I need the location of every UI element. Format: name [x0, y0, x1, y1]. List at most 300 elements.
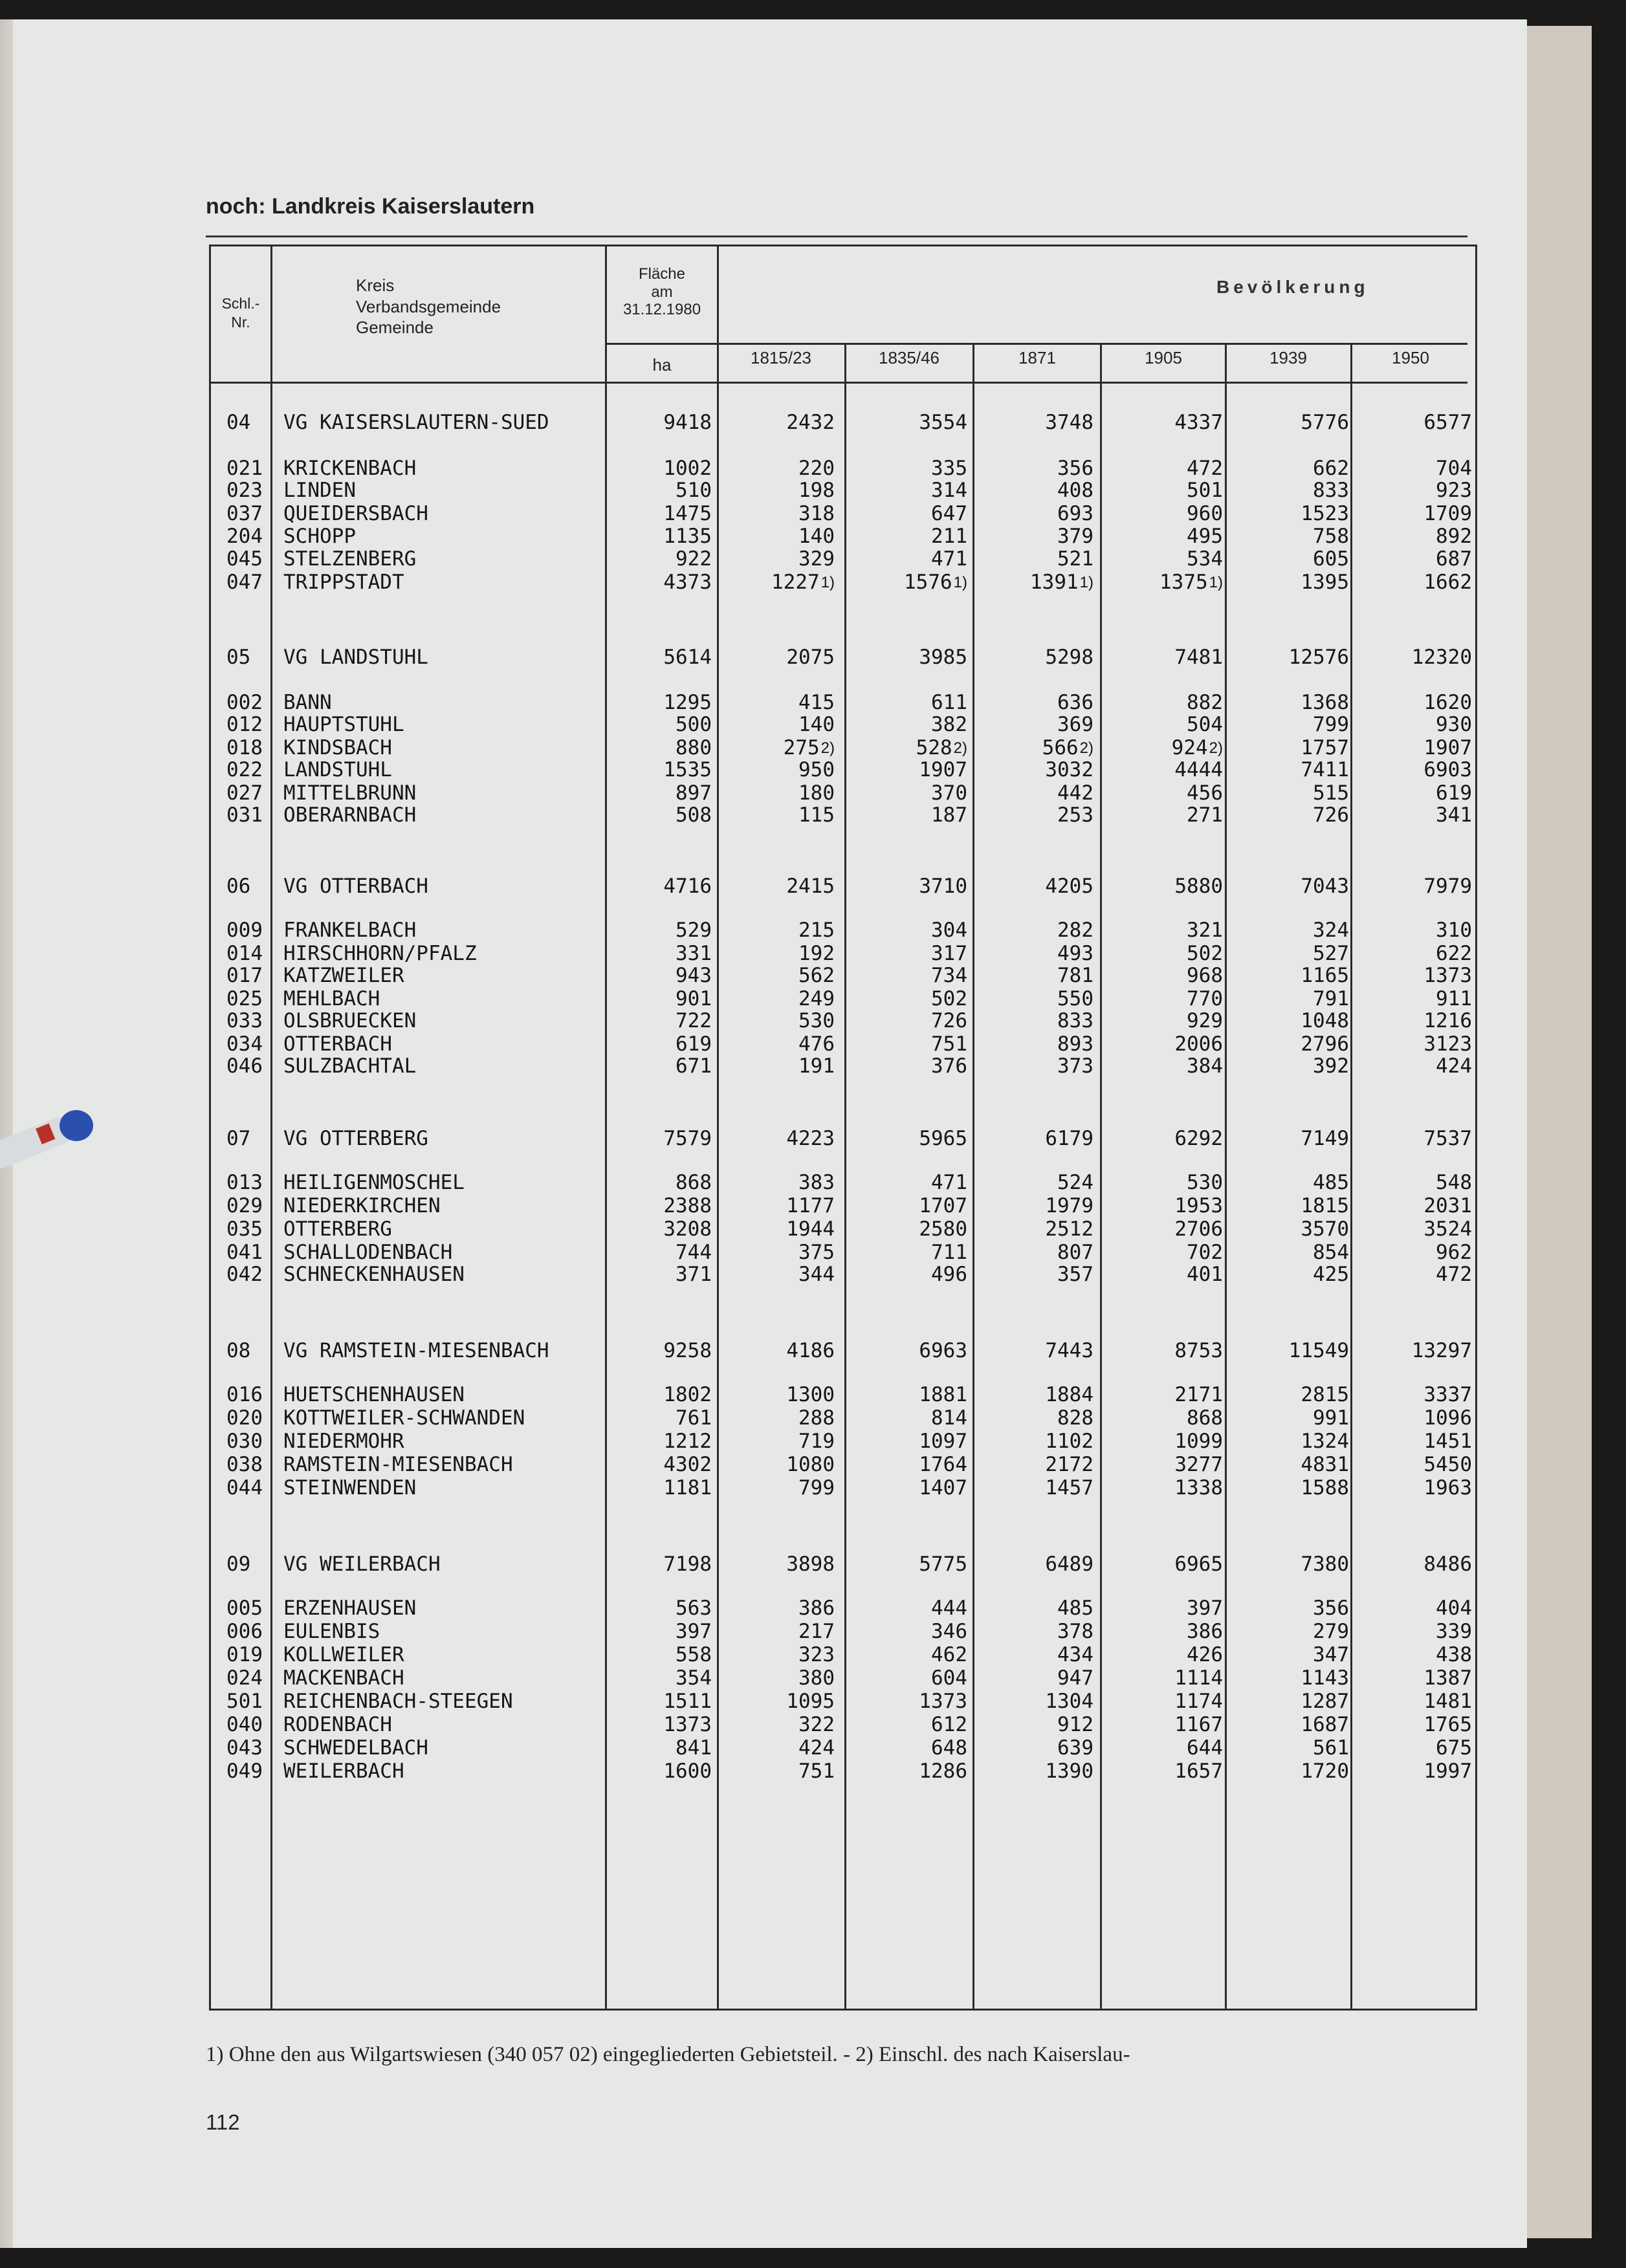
value-cell: 1979: [1045, 1194, 1093, 1217]
value-cell: 734: [931, 964, 967, 987]
value-cell: 496: [931, 1263, 967, 1286]
value-cell: 331: [676, 942, 712, 965]
value-cell: 604: [931, 1666, 967, 1690]
value-cell: 1802: [663, 1383, 712, 1406]
name-cell: SULZBACHTAL: [283, 1054, 417, 1078]
value-cell: 375: [798, 1241, 835, 1264]
value-cell: 211: [931, 525, 967, 548]
table-row: [0, 457, 1488, 481]
name-cell: SCHNECKENHAUSEN: [283, 1263, 465, 1286]
value-cell: 2006: [1174, 1032, 1223, 1056]
value-cell: 1764: [919, 1453, 967, 1476]
value-cell: 1535: [663, 758, 712, 781]
value-cell: 253: [1057, 803, 1093, 827]
value-cell: 386: [1187, 1620, 1223, 1643]
value-cell: 335: [931, 457, 967, 480]
value-cell: 1174: [1174, 1690, 1223, 1713]
header-divider: [605, 343, 1467, 345]
table-row: [0, 1643, 1488, 1668]
name-cell: VG WEILERBACH: [283, 1553, 441, 1576]
value-cell: 369: [1057, 713, 1093, 736]
value-cell: 7198: [663, 1553, 712, 1576]
name-cell: STELZENBERG: [283, 547, 417, 571]
value-cell: 612: [931, 1713, 967, 1736]
value-cell: 1048: [1301, 1009, 1349, 1032]
value-cell: 5614: [663, 646, 712, 669]
value-cell: 2171: [1174, 1383, 1223, 1406]
value-cell: 318: [798, 502, 835, 525]
value-cell: 761: [676, 1406, 712, 1430]
value-cell: 3748: [1045, 411, 1093, 434]
value-cell: 1523: [1301, 502, 1349, 525]
value-cell: 807: [1057, 1241, 1093, 1264]
value-cell: 1177: [786, 1194, 835, 1217]
value-cell: 2796: [1301, 1032, 1349, 1056]
value-cell: 9418: [663, 411, 712, 434]
value-cell: 1720: [1301, 1760, 1349, 1783]
value-cell: 434: [1057, 1643, 1093, 1666]
value-cell: 515: [1313, 781, 1349, 805]
value-cell: 3898: [786, 1553, 835, 1576]
value-cell: 282: [1057, 919, 1093, 942]
value-cell: 636: [1057, 691, 1093, 714]
footnote-marker: 1): [820, 574, 835, 591]
value-cell: 1687: [1301, 1713, 1349, 1736]
schl-nr-cell: 013: [226, 1171, 263, 1194]
schl-nr-cell: 501: [226, 1690, 263, 1713]
name-cell: OTTERBERG: [283, 1217, 392, 1241]
name-cell: QUEIDERSBACH: [283, 502, 428, 525]
value-cell: 4373: [663, 571, 712, 594]
value-cell: 6577: [1423, 411, 1472, 434]
value-cell: 5450: [1423, 1453, 1472, 1476]
schl-nr-cell: 016: [226, 1383, 263, 1406]
value-cell: 639: [1057, 1736, 1093, 1760]
value-cell: 4831: [1301, 1453, 1349, 1476]
table-row: [0, 736, 1488, 761]
value-cell: 1953: [1174, 1194, 1223, 1217]
value-cell: 11549: [1288, 1339, 1349, 1362]
value-cell: 5298: [1045, 646, 1093, 669]
table-row: [0, 1054, 1488, 1079]
value-cell: 882: [1187, 691, 1223, 714]
value-cell: 424: [798, 1736, 835, 1760]
value-cell: 508: [676, 803, 712, 827]
schl-nr-cell: 034: [226, 1032, 263, 1056]
value-cell: 187: [931, 803, 967, 827]
value-cell: 2031: [1423, 1194, 1472, 1217]
value-cell: 711: [931, 1241, 967, 1264]
value-cell: 527: [1313, 942, 1349, 965]
name-cell: VG OTTERBACH: [283, 875, 428, 898]
value-cell: 279: [1313, 1620, 1349, 1643]
value-cell: 329: [798, 547, 835, 571]
value-cell: 354: [676, 1666, 712, 1690]
value-cell: 619: [1436, 781, 1472, 805]
schl-nr-cell: 041: [226, 1241, 263, 1264]
value-cell: 444: [931, 1597, 967, 1620]
value-cell: 611: [931, 691, 967, 714]
value-cell: 1707: [919, 1194, 967, 1217]
year-header: 1871: [1018, 348, 1056, 367]
year-header: 1950: [1392, 348, 1429, 367]
schl-nr-cell: 025: [226, 987, 263, 1010]
name-cell: LANDSTUHL: [283, 758, 392, 781]
value-cell: 13297: [1411, 1339, 1472, 1362]
value-cell: 12271): [771, 571, 835, 594]
value-cell: 356: [1057, 457, 1093, 480]
table-row: [0, 1713, 1488, 1738]
schl-nr-cell: 043: [226, 1736, 263, 1760]
value-cell: 12320: [1411, 646, 1472, 669]
value-cell: 530: [798, 1009, 835, 1032]
name-cell: KATZWEILER: [283, 964, 404, 987]
value-cell: 6179: [1045, 1127, 1093, 1150]
value-cell: 6292: [1174, 1127, 1223, 1150]
value-cell: 1181: [663, 1476, 712, 1499]
schl-nr-cell: 038: [226, 1453, 263, 1476]
value-cell: 376: [931, 1054, 967, 1078]
value-cell: 1407: [919, 1476, 967, 1499]
value-cell: 356: [1313, 1597, 1349, 1620]
value-cell: 180: [798, 781, 835, 805]
value-cell: 930: [1436, 713, 1472, 736]
schl-nr-cell: 021: [226, 457, 263, 480]
value-cell: 868: [1187, 1406, 1223, 1430]
value-cell: 1815: [1301, 1194, 1349, 1217]
schl-nr-cell: 017: [226, 964, 263, 987]
schl-nr-cell: 045: [226, 547, 263, 571]
value-cell: 814: [931, 1406, 967, 1430]
table-row: [0, 1009, 1488, 1034]
schl-nr-cell: 024: [226, 1666, 263, 1690]
name-cell: RODENBACH: [283, 1713, 392, 1736]
table-row: [0, 525, 1488, 549]
value-cell: 462: [931, 1643, 967, 1666]
value-cell: 605: [1313, 547, 1349, 571]
footnote-marker: 1): [1209, 574, 1223, 591]
footnote: 1) Ohne den aus Wilgartswiesen (340 057 02) eingegliederten Gebietsteil. - 2) Einschl. des nach Kaiserslau-: [206, 2043, 1130, 2066]
value-cell: 947: [1057, 1666, 1093, 1690]
name-cell: KRICKENBACH: [283, 457, 417, 480]
value-cell: 1165: [1301, 964, 1349, 987]
name-cell: ERZENHAUSEN: [283, 1597, 417, 1620]
name-cell: WEILERBACH: [283, 1760, 404, 1783]
name-cell: MITTELBRUNN: [283, 781, 417, 805]
value-cell: 1907: [919, 758, 967, 781]
schl-nr-cell: 047: [226, 571, 263, 594]
value-cell: 8753: [1174, 1339, 1223, 1362]
value-cell: 5776: [1301, 411, 1349, 434]
value-cell: 828: [1057, 1406, 1093, 1430]
schl-nr-cell: 022: [226, 758, 263, 781]
value-cell: 501: [1187, 479, 1223, 502]
footnote-marker: 1): [1079, 574, 1093, 591]
value-cell: 140: [798, 713, 835, 736]
value-cell: 373: [1057, 1054, 1093, 1078]
table-row: [0, 479, 1488, 503]
value-cell: 322: [798, 1713, 835, 1736]
value-cell: 2752): [783, 736, 835, 759]
value-cell: 5965: [919, 1127, 967, 1150]
value-cell: 2388: [663, 1194, 712, 1217]
value-cell: 7380: [1301, 1553, 1349, 1576]
schl-nr-cell: 029: [226, 1194, 263, 1217]
value-cell: 341: [1436, 803, 1472, 827]
footnote-marker: 1): [953, 574, 967, 591]
schl-nr-header: Schl.- Nr.: [221, 295, 260, 331]
value-cell: 4205: [1045, 875, 1093, 898]
value-cell: 371: [676, 1263, 712, 1286]
value-cell: 943: [676, 964, 712, 987]
value-cell: 438: [1436, 1643, 1472, 1666]
value-cell: 323: [798, 1643, 835, 1666]
value-cell: 382: [931, 713, 967, 736]
value-cell: 854: [1313, 1241, 1349, 1264]
value-cell: 140: [798, 525, 835, 548]
value-cell: 5775: [919, 1553, 967, 1576]
schl-nr-cell: 009: [226, 919, 263, 942]
value-cell: 485: [1313, 1171, 1349, 1194]
value-cell: 12576: [1288, 646, 1349, 669]
schl-nr-cell: 031: [226, 803, 263, 827]
value-cell: 4223: [786, 1127, 835, 1150]
value-cell: 401: [1187, 1263, 1223, 1286]
name-cell: EULENBIS: [283, 1620, 380, 1643]
schl-nr-cell: 033: [226, 1009, 263, 1032]
value-cell: 7481: [1174, 646, 1223, 669]
value-cell: 7443: [1045, 1339, 1093, 1362]
schl-nr-cell: 04: [226, 411, 251, 434]
value-cell: 2512: [1045, 1217, 1093, 1241]
value-cell: 456: [1187, 781, 1223, 805]
value-cell: 472: [1187, 457, 1223, 480]
value-cell: 648: [931, 1736, 967, 1760]
table-row: [0, 803, 1488, 828]
value-cell: 415: [798, 691, 835, 714]
value-cell: 476: [798, 1032, 835, 1056]
value-cell: 2815: [1301, 1383, 1349, 1406]
schl-nr-cell: 040: [226, 1713, 263, 1736]
value-cell: 217: [798, 1620, 835, 1643]
value-cell: 923: [1436, 479, 1472, 502]
value-cell: 442: [1057, 781, 1093, 805]
value-cell: 1662: [1423, 571, 1472, 594]
value-cell: 1096: [1423, 1406, 1472, 1430]
value-cell: 647: [931, 502, 967, 525]
value-cell: 380: [798, 1666, 835, 1690]
value-cell: 370: [931, 781, 967, 805]
name-cell: KOTTWEILER-SCHWANDEN: [283, 1406, 525, 1430]
value-cell: 722: [676, 1009, 712, 1032]
table-row: [0, 1597, 1488, 1621]
table-row: [0, 1690, 1488, 1714]
value-cell: 644: [1187, 1736, 1223, 1760]
value-cell: 392: [1313, 1054, 1349, 1078]
value-cell: 2706: [1174, 1217, 1223, 1241]
value-cell: 2432: [786, 411, 835, 434]
schl-nr-cell: 037: [226, 502, 263, 525]
value-cell: 534: [1187, 547, 1223, 571]
table-row: [0, 547, 1488, 572]
value-cell: 524: [1057, 1171, 1093, 1194]
value-cell: 198: [798, 479, 835, 502]
schl-nr-cell: 030: [226, 1430, 263, 1453]
name-cell: TRIPPSTADT: [283, 571, 404, 594]
value-cell: 7537: [1423, 1127, 1472, 1150]
title-rule: [206, 235, 1467, 237]
unit-ha: ha: [652, 355, 672, 375]
value-cell: 726: [931, 1009, 967, 1032]
table-row: [0, 964, 1488, 988]
value-cell: 8486: [1423, 1553, 1472, 1576]
table-row: [0, 1171, 1488, 1195]
flaeche-header: Fläche am 31.12.1980: [622, 265, 701, 319]
name-cell: SCHALLODENBACH: [283, 1241, 453, 1264]
year-header: 1815/23: [751, 348, 811, 367]
value-cell: 893: [1057, 1032, 1093, 1056]
value-cell: 1102: [1045, 1430, 1093, 1453]
value-cell: 1997: [1423, 1760, 1472, 1783]
value-cell: 510: [676, 479, 712, 502]
value-cell: 1114: [1174, 1666, 1223, 1690]
schl-nr-cell: 06: [226, 875, 251, 898]
table-row: [0, 1032, 1488, 1057]
value-cell: 397: [676, 1620, 712, 1643]
table-row: [0, 1476, 1488, 1501]
value-cell: 4444: [1174, 758, 1223, 781]
value-cell: 1765: [1423, 1713, 1472, 1736]
name-cell: KINDSBACH: [283, 736, 392, 759]
table-row: [0, 781, 1488, 806]
value-cell: 249: [798, 987, 835, 1010]
schl-nr-cell: 012: [226, 713, 263, 736]
value-cell: 347: [1313, 1643, 1349, 1666]
schl-nr-cell: 014: [226, 942, 263, 965]
value-cell: 1212: [663, 1430, 712, 1453]
value-cell: 485: [1057, 1597, 1093, 1620]
value-cell: 687: [1436, 547, 1472, 571]
value-cell: 719: [798, 1430, 835, 1453]
value-cell: 1481: [1423, 1690, 1472, 1713]
value-cell: 563: [676, 1597, 712, 1620]
schl-nr-cell: 046: [226, 1054, 263, 1078]
value-cell: 4302: [663, 1453, 712, 1476]
value-cell: 15761): [904, 571, 967, 594]
name-cell: VG OTTERBERG: [283, 1127, 428, 1150]
value-cell: 751: [931, 1032, 967, 1056]
table-row: [0, 1430, 1488, 1454]
value-cell: 324: [1313, 919, 1349, 942]
group-row: [0, 646, 1488, 670]
schl-nr-cell: 042: [226, 1263, 263, 1286]
value-cell: 693: [1057, 502, 1093, 525]
group-row: [0, 1339, 1488, 1364]
value-cell: 408: [1057, 479, 1093, 502]
value-cell: 495: [1187, 525, 1223, 548]
name-cell: HEILIGENMOSCHEL: [283, 1171, 465, 1194]
name-cell: RAMSTEIN-MIESENBACH: [283, 1453, 513, 1476]
value-cell: 702: [1187, 1241, 1223, 1264]
value-cell: 1881: [919, 1383, 967, 1406]
table-row: [0, 1194, 1488, 1219]
value-cell: 1304: [1045, 1690, 1093, 1713]
name-cell: SCHOPP: [283, 525, 356, 548]
value-cell: 781: [1057, 964, 1093, 987]
value-cell: 529: [676, 919, 712, 942]
value-cell: 1884: [1045, 1383, 1093, 1406]
value-cell: 384: [1187, 1054, 1223, 1078]
value-cell: 521: [1057, 547, 1093, 571]
value-cell: 339: [1436, 1620, 1472, 1643]
value-cell: 1395: [1301, 571, 1349, 594]
name-cell: OTTERBACH: [283, 1032, 392, 1056]
schl-nr-cell: 005: [226, 1597, 263, 1620]
value-cell: 1002: [663, 457, 712, 480]
schl-nr-cell: 08: [226, 1339, 251, 1362]
table-row: [0, 1453, 1488, 1477]
schl-nr-cell: 006: [226, 1620, 263, 1643]
value-cell: 922: [676, 547, 712, 571]
value-cell: 7979: [1423, 875, 1472, 898]
value-cell: 192: [798, 942, 835, 965]
table-row: [0, 1666, 1488, 1691]
name-cell: HIRSCHHORN/PFALZ: [283, 942, 477, 965]
schl-nr-cell: 018: [226, 736, 263, 759]
value-cell: 397: [1187, 1597, 1223, 1620]
value-cell: 704: [1436, 457, 1472, 480]
value-cell: 1300: [786, 1383, 835, 1406]
schl-nr-cell: 09: [226, 1553, 251, 1576]
value-cell: 1475: [663, 502, 712, 525]
value-cell: 425: [1313, 1263, 1349, 1286]
group-row: [0, 1553, 1488, 1577]
name-cell: STEINWENDEN: [283, 1476, 417, 1499]
value-cell: 7411: [1301, 758, 1349, 781]
value-cell: 13751): [1159, 571, 1223, 594]
bevoelkerung-header: Bevölkerung: [1216, 277, 1369, 297]
value-cell: 13911): [1030, 571, 1093, 594]
value-cell: 215: [798, 919, 835, 942]
schl-nr-cell: 035: [226, 1217, 263, 1241]
value-cell: 6903: [1423, 758, 1472, 781]
table-row: [0, 1760, 1488, 1784]
value-cell: 424: [1436, 1054, 1472, 1078]
schl-nr-cell: 020: [226, 1406, 263, 1430]
value-cell: 471: [931, 547, 967, 571]
table-row: [0, 919, 1488, 943]
value-cell: 5662): [1042, 736, 1093, 759]
value-cell: 379: [1057, 525, 1093, 548]
value-cell: 1373: [1423, 964, 1472, 987]
value-cell: 562: [798, 964, 835, 987]
value-cell: 662: [1313, 457, 1349, 480]
name-cell: HAUPTSTUHL: [283, 713, 404, 736]
header-divider: [209, 382, 1467, 384]
value-cell: 758: [1313, 525, 1349, 548]
table-row: [0, 1620, 1488, 1644]
value-cell: 991: [1313, 1406, 1349, 1430]
value-cell: 1451: [1423, 1430, 1472, 1453]
value-cell: 833: [1057, 1009, 1093, 1032]
name-cell: LINDEN: [283, 479, 356, 502]
value-cell: 5282): [916, 736, 967, 759]
table-row: [0, 758, 1488, 783]
value-cell: 504: [1187, 713, 1223, 736]
name-cell: OLSBRUECKEN: [283, 1009, 417, 1032]
value-cell: 744: [676, 1241, 712, 1264]
value-cell: 3032: [1045, 758, 1093, 781]
